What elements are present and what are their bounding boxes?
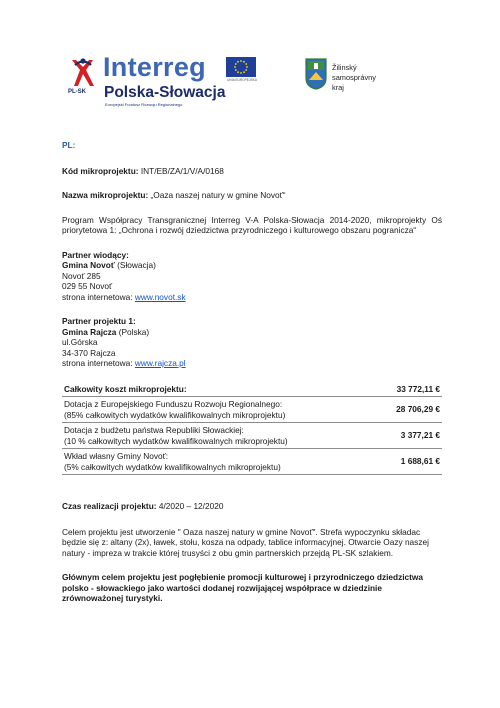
lead-partner-heading: Partner wiodący: [62, 249, 129, 260]
project-code-label: Kód mikroprojektu: [62, 165, 139, 176]
eu-caption: UNIA EUROPEJSKA [227, 78, 257, 82]
partner1-city: 34-370 Rajcza [62, 347, 116, 358]
cost-row-value: 28 706,29 € [368, 397, 442, 423]
zilina-region-line-3: kraj [332, 83, 344, 92]
cost-row-label: Dotacja z budżetu państwa Republiki Słowackiej: [64, 425, 244, 435]
zilina-region-line-1: Žilinský [332, 63, 357, 72]
pl-sk-logo [66, 56, 98, 90]
main-goal-text: Głównym celem projektu jest pogłębienie promocji kulturowej i przyrodniczego dziedzictwa polsko - słowackiego jako wartości dodanej rozwijającej współprace w dziedzinie zrównoważonej turystyki. [62, 572, 423, 603]
cost-row-note: (85% całkowitych wydatków kwalifikowalnych mikroprojektu) [64, 409, 286, 420]
zilina-region-name [332, 63, 376, 93]
cost-row [62, 423, 442, 449]
lead-partner-name: Gmina Novoť [62, 260, 115, 270]
interreg-program-name: Polska-Słowacja [104, 84, 226, 101]
lead-partner-web-label: strona internetowa: [62, 291, 135, 302]
project-code [62, 166, 442, 177]
cost-row [62, 397, 442, 423]
cost-row-label: Wkład własny Gminy Novoť: [64, 451, 169, 461]
cost-row-label: Dotacja z Europejskiego Funduszu Rozwoju Regionalnego: [64, 399, 283, 409]
logo-header [0, 0, 500, 110]
cost-table [62, 383, 442, 476]
cost-row-note: (10 % całkowitych wydatków kwalifikowalnych mikroprojektu) [64, 435, 288, 446]
project-name-value: „Oaza naszej natury w gmine Novoť“ [148, 190, 286, 200]
partner1-street: ul.Górska [62, 337, 98, 347]
partner1-heading: Partner projektu 1: [62, 316, 136, 326]
document-body [62, 140, 442, 604]
lead-partner-country: (Słowacja) [114, 260, 156, 270]
cost-row-value: 3 377,21 € [368, 423, 442, 449]
lead-partner-city: 029 55 Novoť [62, 281, 113, 291]
partner1-name: Gmina Rajcza [62, 326, 117, 337]
cost-total-value: 33 772,11 € [368, 383, 442, 397]
cost-row-note: (5% całkowitych wydatków kwalifikowalnych mikroprojektu) [64, 461, 281, 472]
project-name-label: Nazwa mikroprojektu: [62, 190, 149, 200]
zilina-region-crest-icon [305, 58, 327, 90]
lead-partner-website-link[interactable]: www.novot.sk [134, 291, 186, 302]
implementation-period [62, 501, 442, 512]
cost-row [62, 449, 442, 475]
lead-partner-block [62, 250, 442, 303]
zilina-region-line-2: samosprávny [332, 73, 376, 82]
partner1-block [62, 316, 442, 369]
interreg-wordmark: Interreg [103, 52, 206, 82]
project-name [62, 190, 442, 201]
cost-total-row [62, 383, 442, 397]
lead-partner-street: Novoť 285 [62, 270, 101, 281]
cost-row-value: 1 688,61 € [368, 449, 442, 475]
pl-sk-label: PL-SK [68, 89, 86, 95]
cost-total-label: Całkowity koszt mikroprojektu: [64, 383, 187, 394]
project-goal-text: Celem projektu jest utworzenie " Oaza naszej natury w gmine Novoť". Strefa wypoczynku składac będzie się z: altany (2x), ławek, stołu, kosza na odpady, tablice informacyjnej. Otwarcie Oazy naszej natury - impreza w trakcie której trusyści z obu gmin partnerskich przejdą PL-SK szlakiem. [62, 526, 429, 558]
partner1-website-link[interactable]: www.rajcza.pl [134, 358, 186, 368]
partner1-country: (Polska) [116, 326, 150, 337]
eu-flag-icon [226, 57, 256, 77]
program-description: Program Współpracy Transgranicznej Interreg V-A Polska-Słowacja 2014-2020, mikroprojekty Oś priorytetowa 1: „Ochrona i rozwój dziedzictwa przyrodniczego i kulturowego obszaru pogranicza“ [62, 214, 442, 235]
implementation-period-label: Czas realizacji projektu: [62, 501, 157, 511]
language-label: PL: [62, 140, 76, 150]
partner1-web-label: strona internetowa: [62, 358, 135, 368]
interreg-tagline: Europejski Fundusz Rozwoju Regionalnego [105, 102, 183, 107]
implementation-period-value: 4/2020 – 12/2020 [156, 501, 224, 511]
project-code-value: INT/EB/ZA/1/V/A/0168 [138, 165, 224, 176]
